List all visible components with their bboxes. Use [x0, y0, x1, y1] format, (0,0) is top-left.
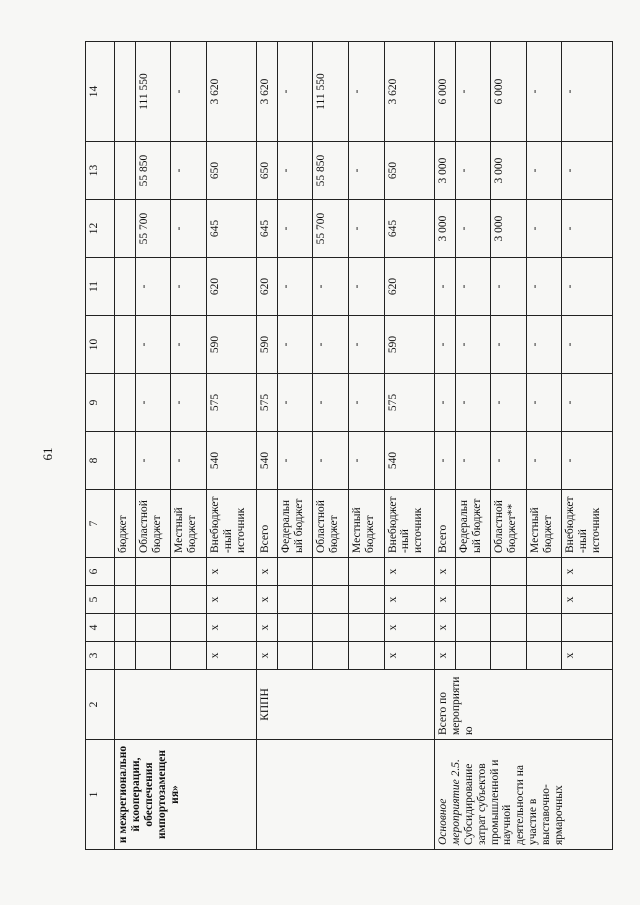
value-cell: - — [171, 374, 207, 432]
source-cell: бюджет — [115, 490, 136, 558]
mark-cell: x — [384, 586, 434, 614]
value-cell: 3 620 — [384, 42, 434, 142]
value-cell: 3 000 — [435, 142, 456, 200]
column-header-6: 6 — [86, 558, 115, 586]
value-cell: 650 — [257, 142, 278, 200]
mark-cell — [171, 558, 207, 586]
empty-cell — [115, 200, 136, 258]
mark-cell: x — [435, 586, 456, 614]
value-cell: - — [349, 316, 385, 374]
value-cell: 3 000 — [435, 200, 456, 258]
empty-cell — [115, 670, 257, 740]
mark-cell — [491, 558, 527, 586]
value-cell: - — [455, 316, 491, 374]
mark-cell — [526, 586, 562, 614]
mark-cell — [349, 558, 385, 586]
mark-cell: x — [562, 558, 613, 586]
value-cell: 3 000 — [491, 200, 527, 258]
source-cell: Федеральный бюджет — [455, 490, 491, 558]
mark-cell — [526, 642, 562, 670]
mark-cell: x — [435, 614, 456, 642]
value-cell: - — [526, 316, 562, 374]
value-cell: - — [455, 258, 491, 316]
mark-cell: x — [384, 614, 434, 642]
column-header-5: 5 — [86, 586, 115, 614]
value-cell: 111 550 — [313, 42, 349, 142]
source-cell: Всего — [257, 490, 278, 558]
value-cell: - — [171, 432, 207, 490]
value-cell: - — [313, 432, 349, 490]
mark-cell: x — [257, 586, 278, 614]
mark-cell — [277, 642, 313, 670]
mark-cell — [349, 586, 385, 614]
mark-cell — [313, 614, 349, 642]
source-cell: Областной бюджет** — [491, 490, 527, 558]
value-cell: - — [313, 258, 349, 316]
value-cell: 590 — [384, 316, 434, 374]
value-cell: - — [349, 258, 385, 316]
value-cell: 620 — [206, 258, 256, 316]
page-number: 61 — [40, 447, 55, 461]
value-cell: 650 — [384, 142, 434, 200]
value-cell: 540 — [206, 432, 256, 490]
value-cell: 650 — [206, 142, 256, 200]
value-cell: - — [526, 42, 562, 142]
value-cell: - — [491, 432, 527, 490]
value-cell: - — [135, 258, 171, 316]
mark-cell — [135, 642, 171, 670]
value-cell: 590 — [257, 316, 278, 374]
continued-event-name: и межрегионально й кооперации, обеспечения импортозамещен ия» — [115, 740, 257, 850]
mark-cell: x — [435, 642, 456, 670]
empty-cell — [257, 740, 435, 850]
column-header-3: 3 — [86, 642, 115, 670]
value-cell: - — [435, 316, 456, 374]
source-cell: Внебюджет-ный источник — [384, 490, 434, 558]
empty-cell — [115, 374, 136, 432]
value-cell: 6 000 — [491, 42, 527, 142]
value-cell: - — [526, 374, 562, 432]
source-cell: Областной бюджет — [313, 490, 349, 558]
event-total-label: Всего по мероприятию — [435, 670, 613, 740]
event-number: Основное мероприятие 2.5. — [437, 759, 462, 845]
empty-cell — [115, 258, 136, 316]
value-cell: 3 000 — [491, 142, 527, 200]
value-cell: - — [135, 316, 171, 374]
value-cell: - — [135, 432, 171, 490]
value-cell: - — [491, 374, 527, 432]
value-cell: 540 — [384, 432, 434, 490]
mark-cell — [171, 614, 207, 642]
value-cell: - — [526, 432, 562, 490]
mark-cell: x — [384, 642, 434, 670]
value-cell: 6 000 — [435, 42, 456, 142]
mark-cell — [277, 586, 313, 614]
mark-cell: x — [384, 558, 434, 586]
mark-cell — [135, 558, 171, 586]
column-header-10: 10 — [86, 316, 115, 374]
mark-cell: x — [257, 642, 278, 670]
event-name-cell — [435, 740, 613, 850]
value-cell: - — [277, 200, 313, 258]
mark-cell — [349, 614, 385, 642]
value-cell: - — [171, 258, 207, 316]
value-cell: - — [171, 200, 207, 258]
value-cell: - — [277, 316, 313, 374]
mark-cell — [491, 642, 527, 670]
value-cell: 645 — [384, 200, 434, 258]
value-cell: 55 850 — [135, 142, 171, 200]
column-header-11: 11 — [86, 258, 115, 316]
column-header-13: 13 — [86, 142, 115, 200]
value-cell: 575 — [257, 374, 278, 432]
column-header-12: 12 — [86, 200, 115, 258]
value-cell: - — [455, 432, 491, 490]
value-cell: 3 620 — [257, 42, 278, 142]
empty-cell — [115, 42, 136, 142]
mark-cell — [135, 586, 171, 614]
column-header-1: 1 — [86, 740, 115, 850]
mark-cell — [455, 614, 491, 642]
mark-cell: x — [562, 586, 613, 614]
event-description: Субсидирование затрат субъектов промышленной и научной деятельности на участие в выставочно-ярмарочных — [462, 759, 565, 845]
mark-cell — [562, 614, 613, 642]
value-cell: - — [491, 258, 527, 316]
source-cell: Местный бюджет — [171, 490, 207, 558]
value-cell: - — [526, 142, 562, 200]
value-cell: 575 — [206, 374, 256, 432]
value-cell: - — [135, 374, 171, 432]
empty-cell — [115, 558, 136, 586]
value-cell: - — [435, 432, 456, 490]
value-cell: 645 — [206, 200, 256, 258]
column-header-9: 9 — [86, 374, 115, 432]
empty-cell — [115, 614, 136, 642]
value-cell: - — [349, 432, 385, 490]
value-cell: - — [562, 200, 613, 258]
rotated-table-wrapper — [85, 42, 613, 850]
mark-cell — [277, 614, 313, 642]
mark-cell: x — [206, 642, 256, 670]
value-cell: - — [349, 142, 385, 200]
source-cell: Местный бюджет — [349, 490, 385, 558]
value-cell: - — [435, 258, 456, 316]
value-cell: - — [277, 258, 313, 316]
empty-cell — [115, 586, 136, 614]
source-cell: Местный бюджет — [526, 490, 562, 558]
mark-cell: x — [435, 558, 456, 586]
value-cell: - — [171, 142, 207, 200]
mark-cell — [491, 586, 527, 614]
mark-cell — [135, 614, 171, 642]
mark-cell: x — [206, 558, 256, 586]
value-cell: 620 — [257, 258, 278, 316]
source-cell: Всего — [435, 490, 456, 558]
empty-cell — [115, 316, 136, 374]
value-cell: - — [171, 42, 207, 142]
mark-cell — [313, 642, 349, 670]
mark-cell: x — [257, 558, 278, 586]
value-cell: - — [562, 258, 613, 316]
value-cell: - — [526, 200, 562, 258]
header-row — [86, 42, 115, 850]
value-cell: - — [277, 374, 313, 432]
value-cell: 575 — [384, 374, 434, 432]
source-cell: Внебюджет-ный источник — [206, 490, 256, 558]
column-header-2: 2 — [86, 670, 115, 740]
column-header-8: 8 — [86, 432, 115, 490]
value-cell: 540 — [257, 432, 278, 490]
value-cell: 55 700 — [313, 200, 349, 258]
executor-cell: КППН — [257, 670, 435, 740]
value-cell: 645 — [257, 200, 278, 258]
value-cell: 111 550 — [135, 42, 171, 142]
source-cell: Внебюджет-ный источник — [562, 490, 613, 558]
mark-cell — [313, 558, 349, 586]
value-cell: 55 850 — [313, 142, 349, 200]
table-row — [257, 42, 278, 850]
mark-cell — [313, 586, 349, 614]
value-cell: - — [435, 374, 456, 432]
empty-cell — [115, 432, 136, 490]
value-cell: - — [349, 42, 385, 142]
value-cell: - — [313, 374, 349, 432]
source-cell: Федеральный бюджет — [277, 490, 313, 558]
column-header-7: 7 — [86, 490, 115, 558]
mark-cell: x — [206, 614, 256, 642]
mark-cell — [277, 558, 313, 586]
value-cell: - — [562, 142, 613, 200]
value-cell: 55 700 — [135, 200, 171, 258]
mark-cell — [491, 614, 527, 642]
table-row — [115, 42, 136, 850]
value-cell: - — [491, 316, 527, 374]
value-cell: 620 — [384, 258, 434, 316]
value-cell: - — [277, 42, 313, 142]
value-cell: - — [526, 258, 562, 316]
value-cell: - — [562, 316, 613, 374]
table-row — [435, 42, 456, 850]
mark-cell — [526, 558, 562, 586]
mark-cell — [455, 642, 491, 670]
mark-cell — [526, 614, 562, 642]
value-cell: - — [562, 432, 613, 490]
column-header-4: 4 — [86, 614, 115, 642]
value-cell: - — [455, 374, 491, 432]
value-cell: - — [455, 42, 491, 142]
value-cell: - — [171, 316, 207, 374]
mark-cell: x — [257, 614, 278, 642]
value-cell: 590 — [206, 316, 256, 374]
value-cell: - — [277, 432, 313, 490]
empty-cell — [115, 642, 136, 670]
value-cell: - — [455, 200, 491, 258]
value-cell: - — [349, 374, 385, 432]
column-header-14: 14 — [86, 42, 115, 142]
mark-cell — [455, 558, 491, 586]
mark-cell — [171, 586, 207, 614]
budget-table — [85, 41, 613, 850]
value-cell: - — [349, 200, 385, 258]
value-cell: - — [277, 142, 313, 200]
mark-cell — [171, 642, 207, 670]
mark-cell: x — [206, 586, 256, 614]
source-cell: Областной бюджет — [135, 490, 171, 558]
value-cell: - — [455, 142, 491, 200]
mark-cell: x — [562, 642, 613, 670]
value-cell: - — [562, 42, 613, 142]
value-cell: 3 620 — [206, 42, 256, 142]
empty-cell — [115, 142, 136, 200]
value-cell: - — [313, 316, 349, 374]
mark-cell — [349, 642, 385, 670]
mark-cell — [455, 586, 491, 614]
value-cell: - — [562, 374, 613, 432]
